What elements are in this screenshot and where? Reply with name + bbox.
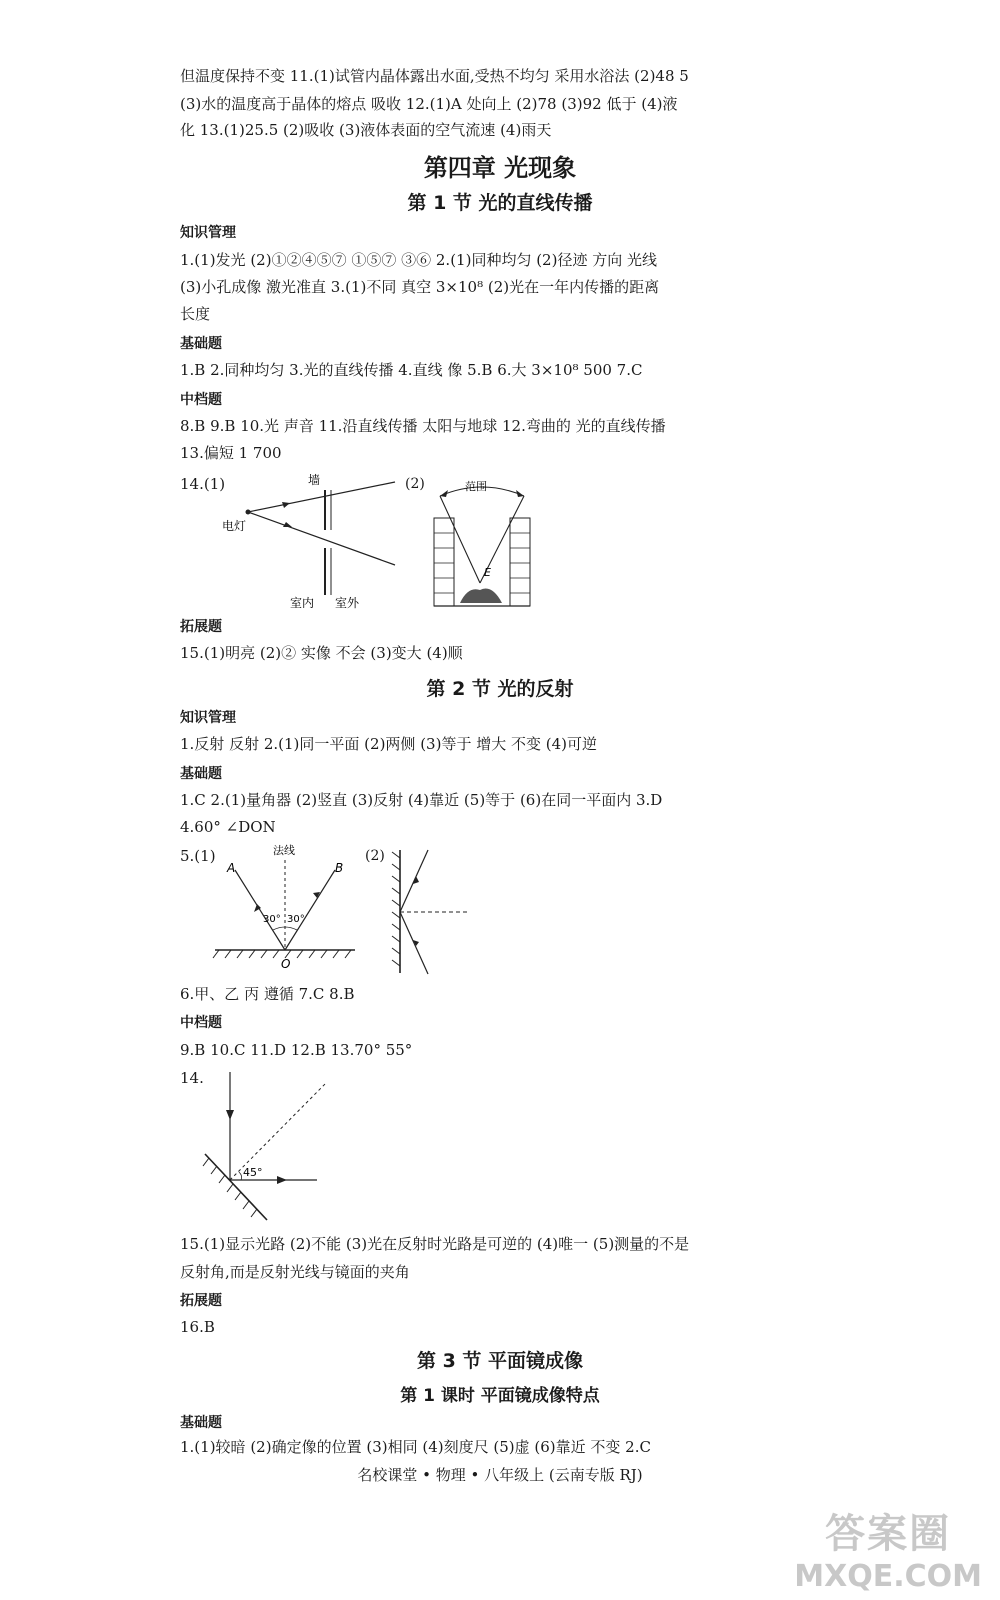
well-view-diagram bbox=[430, 478, 540, 620]
text-line: 9.B 10.C 11.D 12.B 13.70° 55° bbox=[180, 1041, 413, 1059]
watermark-top: 答案圈 bbox=[825, 1511, 952, 1557]
text-line: 1.B 2.同种均匀 3.光的直线传播 4.直线 像 5.B 6.大 3×10⁸ 500 7.C bbox=[180, 361, 643, 379]
question-number: 5.(1) bbox=[180, 847, 216, 865]
section-label: 基础题 bbox=[180, 1415, 222, 1431]
section-title: 第 1 节 光的直线传播 bbox=[407, 192, 593, 214]
lamp-wall-diagram bbox=[220, 470, 410, 610]
text-line: 反射角,而是反射光线与镜面的夹角 bbox=[180, 1263, 410, 1281]
angle-label: 30° bbox=[263, 914, 281, 925]
vertical-mirror-diagram bbox=[380, 848, 480, 978]
range-label: 范围 bbox=[465, 480, 487, 493]
text-line: 4.60° ∠DON bbox=[180, 818, 276, 836]
lesson-subtitle: 第 1 课时 平面镜成像特点 bbox=[400, 1386, 600, 1406]
section-label: 中档题 bbox=[180, 1015, 222, 1031]
question-number: 14. bbox=[180, 1069, 204, 1087]
text-line: 16.B bbox=[180, 1318, 215, 1336]
section-title: 第 3 节 平面镜成像 bbox=[416, 1350, 584, 1372]
point-b-label: B bbox=[335, 861, 344, 875]
text-line: 1.(1)较暗 (2)确定像的位置 (3)相同 (4)刻度尺 (5)虚 (6)靠近 不变 2.C bbox=[180, 1438, 651, 1456]
section-label: 基础题 bbox=[180, 766, 222, 782]
angle-label: 30° bbox=[287, 914, 305, 925]
point-a-label: A bbox=[227, 861, 236, 875]
text-line: 1.(1)发光 (2)①②④⑤⑦ ①⑤⑦ ③⑥ 2.(1)同种均匀 (2)径迹 方向 光线 bbox=[180, 251, 657, 269]
question-number: 14.(1) bbox=[180, 475, 226, 493]
normal-label: 法线 bbox=[273, 844, 295, 857]
outdoor-label: 室外 bbox=[335, 596, 360, 610]
question-sub-number: (2) bbox=[405, 476, 425, 492]
text-line: 8.B 9.B 10.光 声音 11.沿直线传播 太阳与地球 12.弯曲的 光的直线传播 bbox=[180, 417, 666, 435]
text-line: 长度 bbox=[180, 305, 211, 323]
section-label: 拓展题 bbox=[180, 619, 222, 635]
text-line: 1.C 2.(1)量角器 (2)竖直 (3)反射 (4)靠近 (5)等于 (6)在同一平面内 3.D bbox=[180, 791, 663, 809]
wall-label: 墙 bbox=[308, 473, 321, 487]
watermark-bottom: MXQE.COM bbox=[794, 1559, 982, 1594]
text-line: 15.(1)明亮 (2)② 实像 不会 (3)变大 (4)顺 bbox=[180, 644, 463, 662]
eye-label: E bbox=[484, 566, 491, 579]
text-line: 6.甲、乙 丙 遵循 7.C 8.B bbox=[180, 985, 355, 1003]
text-line: 15.(1)显示光路 (2)不能 (3)光在反射时光路是可逆的 (4)唯一 (5)测量的不是 bbox=[180, 1235, 690, 1253]
inclined-mirror-diagram bbox=[195, 1068, 345, 1228]
text-line: 化 13.(1)25.5 (2)吸收 (3)液体表面的空气流速 (4)雨天 bbox=[180, 121, 552, 139]
point-o-label: O bbox=[281, 957, 291, 971]
text-line: (3)水的温度高于晶体的熔点 吸收 12.(1)A 处向上 (2)78 (3)92 低于 (4)液 bbox=[180, 95, 678, 113]
text-line: 13.偏短 1 700 bbox=[180, 444, 282, 462]
lamp-label: 电灯 bbox=[222, 519, 247, 533]
section-label: 拓展题 bbox=[180, 1293, 222, 1309]
text-line: (3)小孔成像 激光准直 3.(1)不同 真空 3×10⁸ (2)光在一年内传播的距离 bbox=[180, 278, 660, 296]
angle-label: 45° bbox=[243, 1166, 263, 1179]
chapter-title: 第四章 光现象 bbox=[423, 154, 577, 182]
text-line: 1.反射 反射 2.(1)同一平面 (2)两侧 (3)等于 增大 不变 (4)可逆 bbox=[180, 735, 597, 753]
section-label: 知识管理 bbox=[180, 710, 236, 726]
reflection-normal-diagram bbox=[205, 842, 365, 972]
section-title: 第 2 节 光的反射 bbox=[426, 678, 574, 700]
section-label: 基础题 bbox=[180, 336, 222, 352]
indoor-label: 室内 bbox=[290, 596, 315, 610]
question-sub-number: (2) bbox=[365, 848, 385, 864]
section-label: 中档题 bbox=[180, 392, 222, 408]
page-footer: 名校课堂 • 物理 • 八年级上 (云南专版 RJ) bbox=[357, 1466, 643, 1484]
watermark-logo bbox=[794, 1502, 982, 1594]
text-line: 但温度保持不变 11.(1)试管内晶体露出水面,受热不均匀 采用水浴法 (2)48 5 bbox=[180, 67, 689, 85]
section-label: 知识管理 bbox=[180, 225, 236, 241]
